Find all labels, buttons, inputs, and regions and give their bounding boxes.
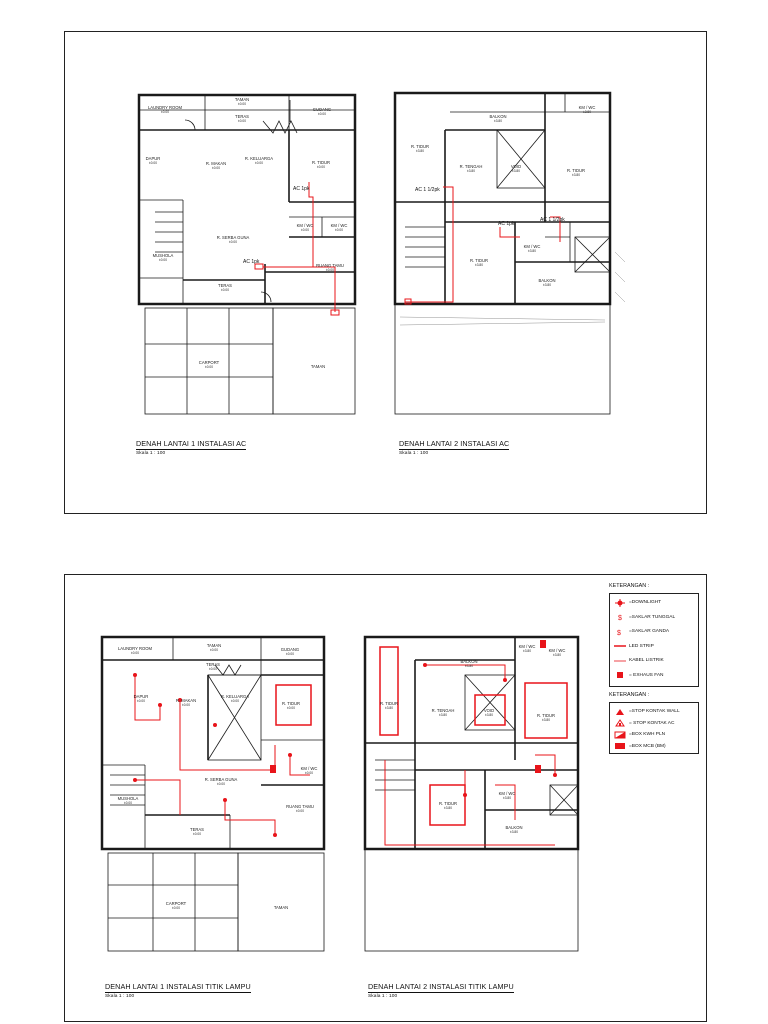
room-level: ±0.00 [217, 782, 225, 786]
room-label: KM / WC [330, 223, 348, 228]
room-label: MUSHOLA [117, 796, 139, 801]
room-level: ±3.80 [528, 249, 536, 253]
legend-lighting-title: KETERANGAN : [609, 583, 650, 589]
legend-item-label: = STOP KONTAK AC [629, 720, 675, 726]
room-level: ±0.00 [205, 365, 213, 369]
floor2-ac-caption [399, 439, 509, 456]
room-level: ±0.00 [255, 161, 263, 165]
caption-scale: Skala 1 : 100 [105, 994, 135, 999]
room-label: R. TIDUR [281, 701, 301, 706]
downlight-icon [614, 599, 626, 607]
room-level: ±0.00 [231, 699, 239, 703]
room-level: ±0.00 [317, 165, 325, 169]
ac-unit-label: AC 1pk [498, 221, 515, 227]
room-level: ±0.00 [209, 667, 217, 671]
floor1-lamp-caption [105, 982, 251, 999]
room-label: BALKON [460, 659, 478, 664]
floor1-ac-room-labels [146, 97, 348, 369]
room-level: ±0.00 [318, 112, 326, 116]
room-level: ±3.80 [523, 649, 531, 653]
room-level: ±0.00 [296, 809, 304, 813]
room-label: R. MAKAN [175, 698, 197, 703]
svg-text:$: $ [618, 615, 622, 621]
room-level: ±0.00 [286, 652, 294, 656]
room-label: BALKON [489, 114, 507, 119]
sheet-ac-installation [64, 31, 707, 514]
legend-item [614, 730, 665, 739]
room-label: DAPUR [145, 156, 161, 161]
mcb-box-icon [614, 742, 626, 750]
legend-item-label: =BOX MCB (BM) [629, 743, 666, 749]
room-level: ±3.80 [465, 664, 473, 668]
room-label: BALKON [505, 825, 523, 830]
caption-scale: Skala 1 : 100 [399, 451, 429, 456]
room-level: ±0.00 [161, 110, 169, 114]
room-level: ±3.80 [543, 283, 551, 287]
room-level: ±3.80 [467, 169, 475, 173]
ac-unit-label: AC 1pk [293, 186, 310, 192]
legend-item [614, 613, 675, 622]
room-level: ±3.80 [485, 713, 493, 717]
room-label: RUANG TAMU [316, 263, 344, 268]
double-switch-icon [614, 628, 626, 636]
room-level: ±3.80 [542, 718, 550, 722]
caption-title: DENAH LANTAI 1 INSTALASI AC [136, 439, 247, 448]
room-label: MUSHOLA [152, 253, 174, 258]
room-label: R. TIDUR [379, 701, 399, 706]
led-strip-icon [614, 642, 626, 650]
kwh-box-icon [614, 731, 626, 739]
caption-title: DENAH LANTAI 1 INSTALASI TITIK LAMPU [105, 982, 251, 991]
caption-scale: Skala 1 : 100 [368, 994, 398, 999]
room-label: VOID [483, 708, 495, 713]
exhaust-fan-icon [614, 671, 626, 679]
room-label: TAMAN [234, 97, 250, 102]
legend-lighting [609, 593, 699, 687]
legend-item-label: =DOWNLIGHT [629, 600, 662, 605]
legend-power-title: KETERANGAN : [609, 692, 650, 698]
room-label: R. TENGAH [459, 164, 483, 169]
room-label: R. TIDUR [410, 144, 430, 149]
caption-scale: Skala 1 : 100 [136, 451, 166, 456]
room-level: ±0.00 [131, 651, 139, 655]
room-level: ±0.00 [149, 161, 157, 165]
room-label: TAMAN [206, 643, 222, 648]
room-level: ±3.80 [512, 169, 520, 173]
floor2-ac-walls [395, 93, 610, 414]
legend-item [614, 707, 680, 716]
legend-item-label: =SAKLAR GANDA [629, 629, 670, 634]
room-label: KM / WC [523, 244, 541, 249]
legend-item-label: = EXHAUS FAN [629, 672, 664, 678]
ac-unit-label: AC 1 1/2pk [415, 187, 440, 193]
room-label: R. TIDUR [311, 160, 331, 165]
room-level: ±0.00 [301, 228, 309, 232]
room-level: ±0.00 [238, 119, 246, 123]
room-label: GUDANG [312, 107, 332, 112]
room-level: ±0.00 [287, 706, 295, 710]
legend-item [614, 642, 654, 651]
wall-socket-icon [614, 708, 626, 716]
legend-item-label: KABEL LISTRIK [629, 658, 664, 663]
caption-title: DENAH LANTAI 2 INSTALASI AC [399, 439, 510, 448]
legend-item [614, 742, 666, 751]
room-label: LAUNDRY ROOM [117, 646, 153, 651]
single-switch-icon [614, 613, 626, 621]
room-label: KM / WC [300, 766, 318, 771]
ac-socket-icon [614, 719, 626, 727]
room-level: ±3.80 [553, 653, 561, 657]
room-level: ±3.80 [385, 706, 393, 710]
room-label: RUANG TAMU [286, 804, 314, 809]
electric-cable-icon [614, 657, 626, 665]
room-label: R. MAKAN [205, 161, 227, 166]
floor1-lamp-room-labels [118, 643, 318, 910]
room-label: R. TIDUR [536, 713, 556, 718]
room-level: ±0.00 [182, 703, 190, 707]
room-level: ±0.00 [212, 166, 220, 170]
legend-power [609, 702, 699, 754]
room-level: ±0.00 [326, 268, 334, 272]
room-level: ±3.80 [444, 806, 452, 810]
room-level: ±3.80 [583, 110, 591, 114]
room-label: KM / WC [548, 648, 566, 653]
room-label: KM / WC [296, 223, 314, 228]
room-label: KM / WC [498, 791, 516, 796]
room-level: ±3.80 [475, 263, 483, 267]
legend-item [614, 719, 674, 728]
room-level: ±0.00 [159, 258, 167, 262]
room-label: KM / WC [578, 105, 596, 110]
room-label: TAMAN [273, 905, 289, 910]
room-label: R. KELUARGA [220, 694, 250, 699]
room-level: ±0.00 [229, 240, 237, 244]
room-label: KM / WC [518, 644, 536, 649]
legend-item-label: LED STRIP [629, 643, 654, 649]
room-label: TERAS [218, 283, 232, 288]
room-level: ±3.80 [572, 173, 580, 177]
room-label: R. KELUARGA [244, 156, 274, 161]
room-label: CARPORT [165, 901, 187, 906]
floor2-lamp-caption [368, 982, 514, 999]
room-label: R. SERBA GUNA [204, 777, 238, 782]
floor2-lamp-room-labels [380, 644, 565, 834]
room-level: ±3.80 [494, 119, 502, 123]
room-level: ±0.00 [172, 906, 180, 910]
room-level: ±0.00 [193, 832, 201, 836]
legend-item [614, 627, 669, 636]
room-label: DAPUR [133, 694, 149, 699]
room-level: ±0.00 [305, 771, 313, 775]
room-level: ±0.00 [335, 228, 343, 232]
room-level: ±3.80 [439, 713, 447, 717]
room-label: TAMAN [310, 364, 326, 369]
floor1-ac-carport [145, 308, 355, 414]
room-label: R. TIDUR [438, 801, 458, 806]
room-label: R. TIDUR [469, 258, 489, 263]
sheet-lamp-installation [64, 574, 707, 1022]
room-level: ±3.80 [503, 796, 511, 800]
room-level: ±0.00 [137, 699, 145, 703]
floor2-ac-room-labels [411, 105, 595, 287]
legend-item-label: =STOP KONTAK WALL [629, 709, 680, 714]
room-level: ±3.80 [510, 830, 518, 834]
room-level: ±0.00 [124, 801, 132, 805]
legend-item [614, 671, 664, 680]
room-label: GUDANG [280, 647, 300, 652]
floor2-ac-hatch [400, 252, 625, 325]
room-level: ±3.80 [416, 149, 424, 153]
ac-unit-label: AC 1 1/2pk [540, 217, 565, 223]
room-label: BALKON [538, 278, 556, 283]
room-label: TERAS [190, 827, 204, 832]
room-level: ±0.00 [238, 102, 246, 106]
room-label: R. TIDUR [566, 168, 586, 173]
room-label: R. TENGAH [431, 708, 455, 713]
room-label: VOID [510, 164, 522, 169]
legend-item-label: =BOX KWH PLN [629, 732, 666, 737]
svg-text:$: $ [617, 629, 621, 636]
lamp-points [133, 640, 557, 837]
ac-unit-label: AC 1pk [243, 259, 260, 265]
floor2-lamp-walls [365, 637, 578, 951]
room-level: ±0.00 [221, 288, 229, 292]
room-label: LAUNDRY ROOM [147, 105, 183, 110]
room-label: R. SERBA GUNA [216, 235, 250, 240]
room-label: TERAS [206, 662, 220, 667]
caption-title: DENAH LANTAI 2 INSTALASI TITIK LAMPU [368, 982, 514, 991]
floor1-ac-walls [139, 95, 355, 304]
room-label: TERAS [235, 114, 249, 119]
room-label: CARPORT [198, 360, 220, 365]
legend-item-label: =SAKLAR TUNGGAL [629, 614, 676, 620]
floor1-lamp-carport [108, 853, 324, 951]
legend-item [614, 598, 661, 607]
room-level: ±0.00 [210, 648, 218, 652]
legend-item [614, 656, 664, 665]
floor1-ac-caption [136, 439, 246, 456]
